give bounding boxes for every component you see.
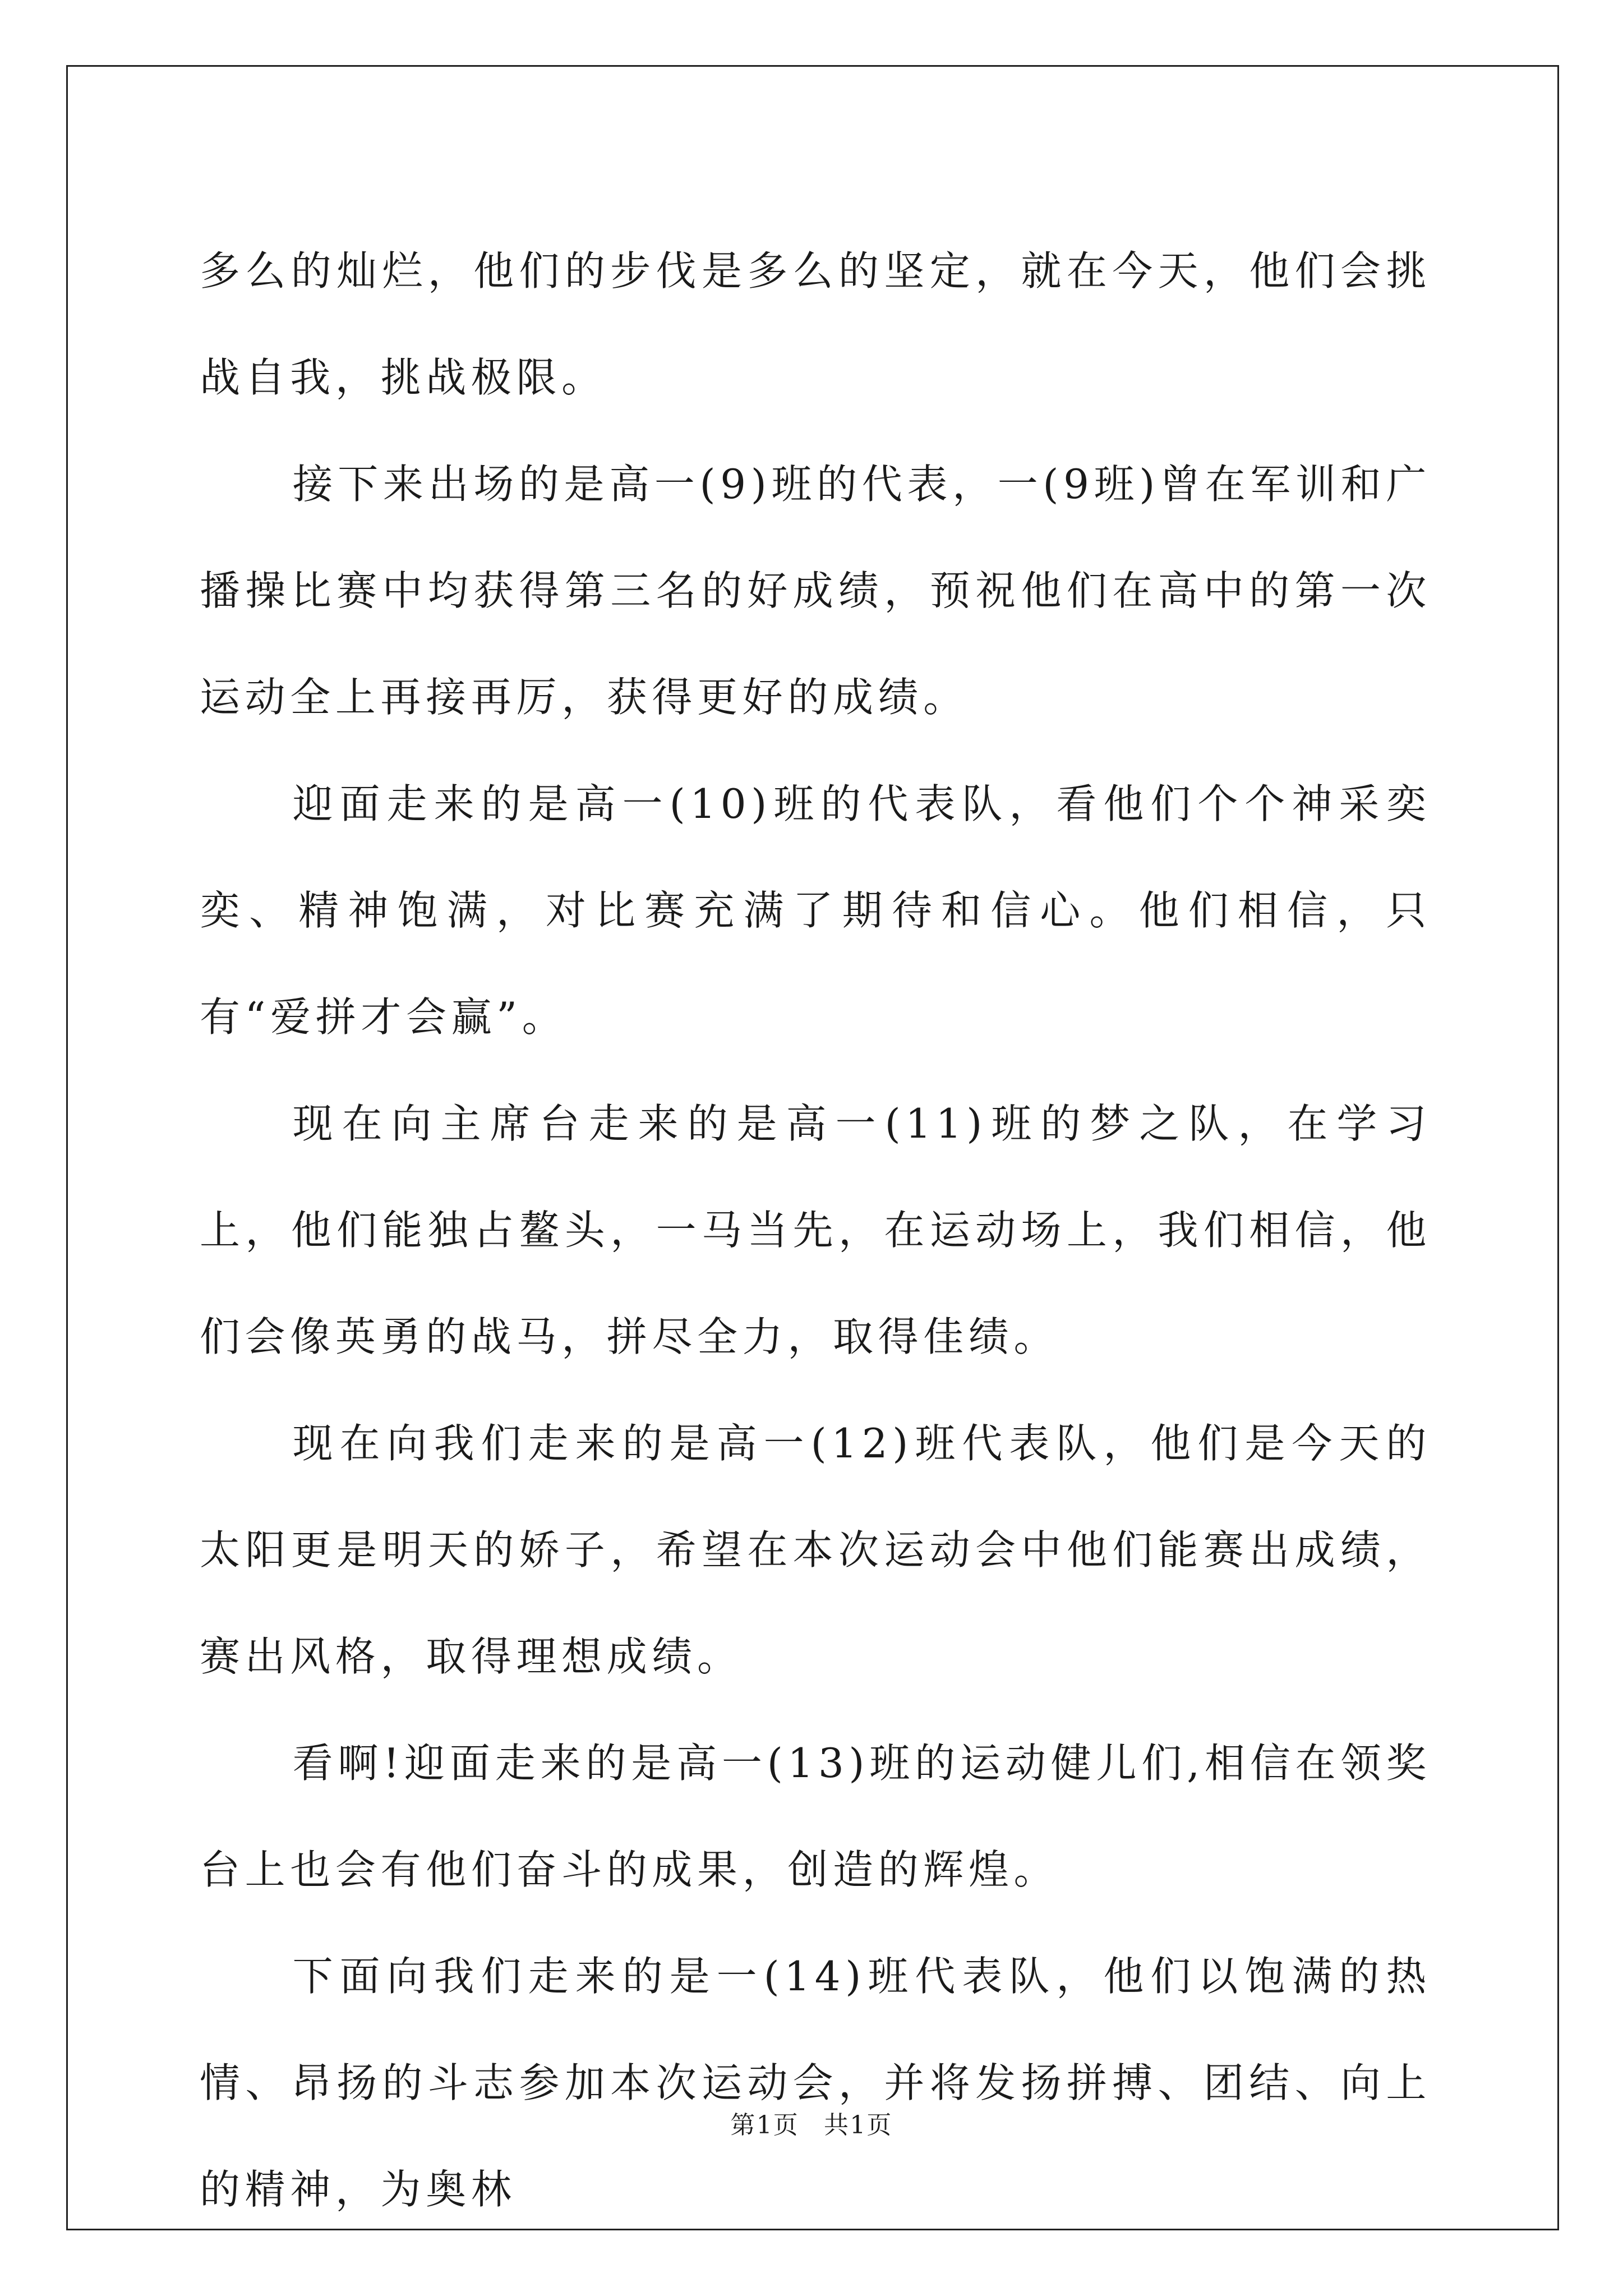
page-total: 共1页 — [824, 2111, 893, 2139]
paragraph: 看啊!迎面走来的是高一(13)班的运动健儿们,相信在领奖台上也会有他们奋斗的成果，创造的辉煌。 — [200, 1740, 1431, 1893]
page-number: 第1页 — [730, 2111, 799, 2139]
paragraph: 接下来出场的是高一(9)班的代表，一(9班)曾在军训和广播操比赛中均获得第三名的好成绩，预祝他们在高中的第一次运动全上再接再厉，获得更好的成绩。 — [200, 461, 1431, 721]
paragraph: 下面向我们走来的是一(14)班代表队，他们以饱满的热情、昂扬的斗志参加本次运动会，并将发扬拼搏、团结、向上的精神，为奥林 — [200, 1953, 1431, 2213]
page-footer — [0, 2105, 1623, 2141]
document-body — [200, 218, 1431, 2243]
paragraph: 迎面走来的是高一(10)班的代表队，看他们个个神采奕奕、精神饱满，对比赛充满了期待和信心。他们相信，只有“爱拼才会赢”。 — [200, 780, 1431, 1041]
paragraph: 现在向我们走来的是高一(12)班代表队，他们是今天的太阳更是明天的娇子，希望在本次运动会中他们能赛出成绩，赛出风格，取得理想成绩。 — [200, 1420, 1431, 1680]
paragraph: 多么的灿烂，他们的步伐是多么的坚定，就在今天，他们会挑战自我，挑战极限。 — [200, 247, 1431, 401]
paragraph: 现在向主席台走来的是高一(11)班的梦之队，在学习上，他们能独占鳌头，一马当先，在运动场上，我们相信，他们会像英勇的战马，拼尽全力，取得佳绩。 — [200, 1100, 1431, 1360]
